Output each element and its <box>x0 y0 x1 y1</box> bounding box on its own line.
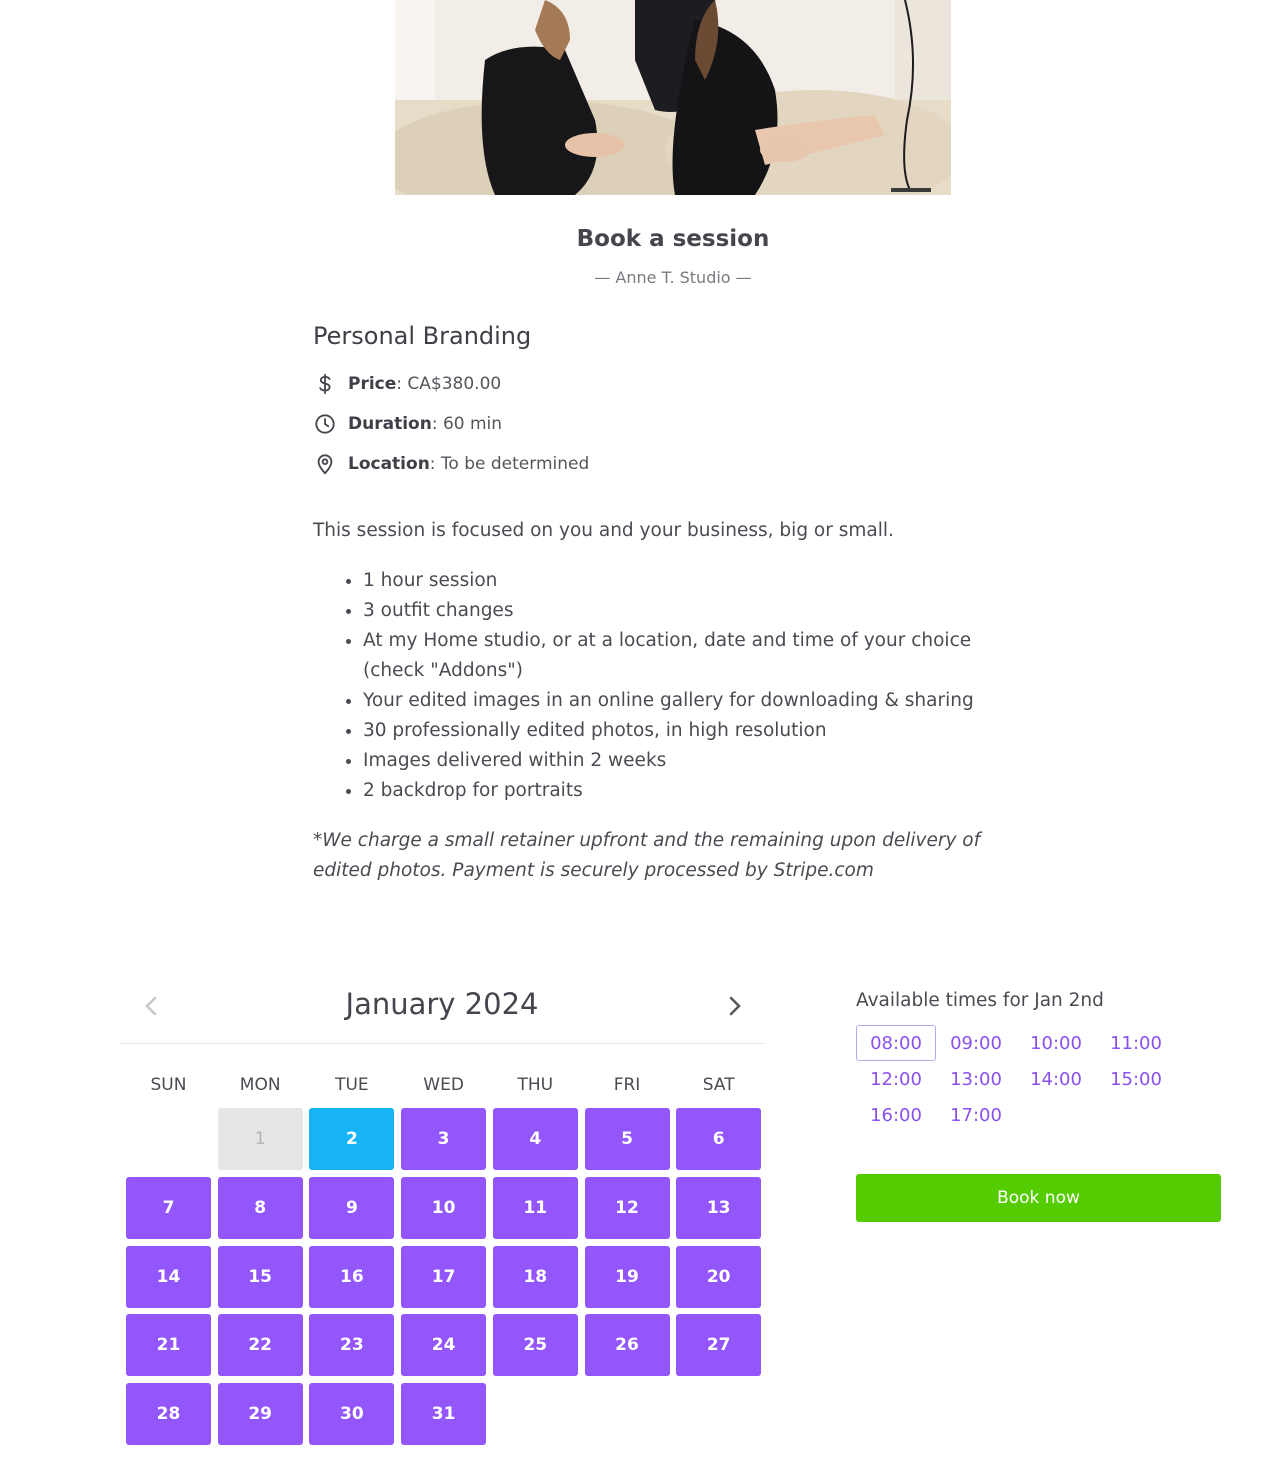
dollar-icon <box>313 372 337 396</box>
calendar-day-22[interactable]: 22 <box>218 1314 303 1376</box>
calendar-day-24[interactable]: 24 <box>401 1314 486 1376</box>
description-intro: This session is focused on you and your business, big or small. <box>313 520 894 541</box>
service-info <box>313 322 1033 484</box>
calendar-day-15[interactable]: 15 <box>218 1246 303 1308</box>
service-description <box>313 516 1033 906</box>
service-name: Personal Branding <box>313 322 532 350</box>
time-slot-list <box>856 1025 1222 1135</box>
duration-label: Duration <box>348 414 432 434</box>
price-value: : CA$380.00 <box>396 374 502 394</box>
calendar-day-21[interactable]: 21 <box>126 1314 211 1376</box>
price-row <box>313 364 1033 404</box>
times-title: Available times for Jan 2nd <box>856 990 1104 1011</box>
calendar-day-13[interactable]: 13 <box>676 1177 761 1239</box>
calendar-day-19[interactable]: 19 <box>585 1246 670 1308</box>
feature-item: • 2 backdrop for portraits <box>363 776 1033 806</box>
clock-icon <box>313 412 337 436</box>
hero-photo <box>395 0 951 195</box>
calendar-day-8[interactable]: 8 <box>218 1177 303 1239</box>
weekday-mon: MON <box>239 1075 281 1095</box>
calendar-day-23[interactable]: 23 <box>309 1314 394 1376</box>
calendar-day-12[interactable]: 12 <box>585 1177 670 1239</box>
calendar-day-9[interactable]: 9 <box>309 1177 394 1239</box>
calendar-header <box>120 975 764 1044</box>
weekday-tue: TUE <box>335 1075 369 1095</box>
duration-row <box>313 404 1033 444</box>
feature-item: • 30 professionally edited photos, in high resolution <box>363 716 1033 746</box>
weekday-sat: SAT <box>702 1075 735 1095</box>
booking-calendar <box>120 975 764 1425</box>
calendar-day-7[interactable]: 7 <box>126 1177 211 1239</box>
day-grid <box>126 1108 764 1448</box>
available-times <box>856 990 1222 1135</box>
weekday-wed: WED <box>423 1075 464 1095</box>
calendar-day-4[interactable]: 4 <box>493 1108 578 1170</box>
page-title: Book a session <box>576 226 770 252</box>
location-pin-icon <box>313 452 337 476</box>
calendar-day-26[interactable]: 26 <box>585 1314 670 1376</box>
weekday-thu: THU <box>517 1075 554 1095</box>
calendar-day-31[interactable]: 31 <box>401 1383 486 1445</box>
calendar-day-27[interactable]: 27 <box>676 1314 761 1376</box>
next-month-button[interactable] <box>724 993 746 1019</box>
location-value: : To be determined <box>429 454 590 474</box>
time-slot-0900[interactable]: 09:00 <box>950 1032 1002 1054</box>
calendar-day-6[interactable]: 6 <box>676 1108 761 1170</box>
time-slot-1300[interactable]: 13:00 <box>950 1068 1002 1090</box>
chevron-right-icon <box>728 995 742 1017</box>
calendar-day-18[interactable]: 18 <box>493 1246 578 1308</box>
time-slot-1100[interactable]: 11:00 <box>1110 1032 1162 1054</box>
feature-item: • Your edited images in an online gallery for downloading & sharing <box>363 686 1033 716</box>
duration-value: : 60 min <box>431 414 503 434</box>
time-slot-1600[interactable]: 16:00 <box>870 1104 922 1126</box>
location-label: Location <box>348 454 430 474</box>
month-label: January 2024 <box>345 987 539 1021</box>
time-slot-1500[interactable]: 15:00 <box>1110 1068 1162 1090</box>
book-now-button[interactable]: Book now <box>856 1174 1221 1222</box>
calendar-day-14[interactable]: 14 <box>126 1246 211 1308</box>
feature-item: • 1 hour session <box>363 566 1033 596</box>
calendar-day-20[interactable]: 20 <box>676 1246 761 1308</box>
feature-list <box>313 566 1033 806</box>
calendar-day-1: 1 <box>218 1108 303 1170</box>
calendar-day-10[interactable]: 10 <box>401 1177 486 1239</box>
weekday-fri: FRI <box>613 1075 641 1095</box>
calendar-day-28[interactable]: 28 <box>126 1383 211 1445</box>
calendar-day-29[interactable]: 29 <box>218 1383 303 1445</box>
time-slot-1400[interactable]: 14:00 <box>1030 1068 1082 1090</box>
location-row <box>313 444 1033 484</box>
calendar-day-3[interactable]: 3 <box>401 1108 486 1170</box>
feature-item: • Images delivered within 2 weeks <box>363 746 1033 776</box>
time-slot-1200[interactable]: 12:00 <box>870 1068 922 1090</box>
studio-name: — Anne T. Studio — <box>594 268 752 287</box>
calendar-day-11[interactable]: 11 <box>493 1177 578 1239</box>
calendar-day-25[interactable]: 25 <box>493 1314 578 1376</box>
calendar-day-5[interactable]: 5 <box>585 1108 670 1170</box>
calendar-day-17[interactable]: 17 <box>401 1246 486 1308</box>
payment-note: *We charge a small retainer upfront and the remaining upon delivery of edited photos. Payment is securely processed by Stripe.com <box>313 830 981 881</box>
time-slot-1700[interactable]: 17:00 <box>950 1104 1002 1126</box>
feature-item: • At my Home studio, or at a location, date and time of your choice (check "Addons") <box>363 626 1033 686</box>
time-slot-0800[interactable]: 08:00 <box>856 1025 936 1061</box>
feature-item: • 3 outfit changes <box>363 596 1033 626</box>
calendar-day-2[interactable]: 2 <box>309 1108 394 1170</box>
calendar-day-16[interactable]: 16 <box>309 1246 394 1308</box>
time-slot-1000[interactable]: 10:00 <box>1030 1032 1082 1054</box>
weekday-sun: SUN <box>150 1075 187 1095</box>
calendar-day-30[interactable]: 30 <box>309 1383 394 1445</box>
price-label: Price <box>348 374 397 394</box>
